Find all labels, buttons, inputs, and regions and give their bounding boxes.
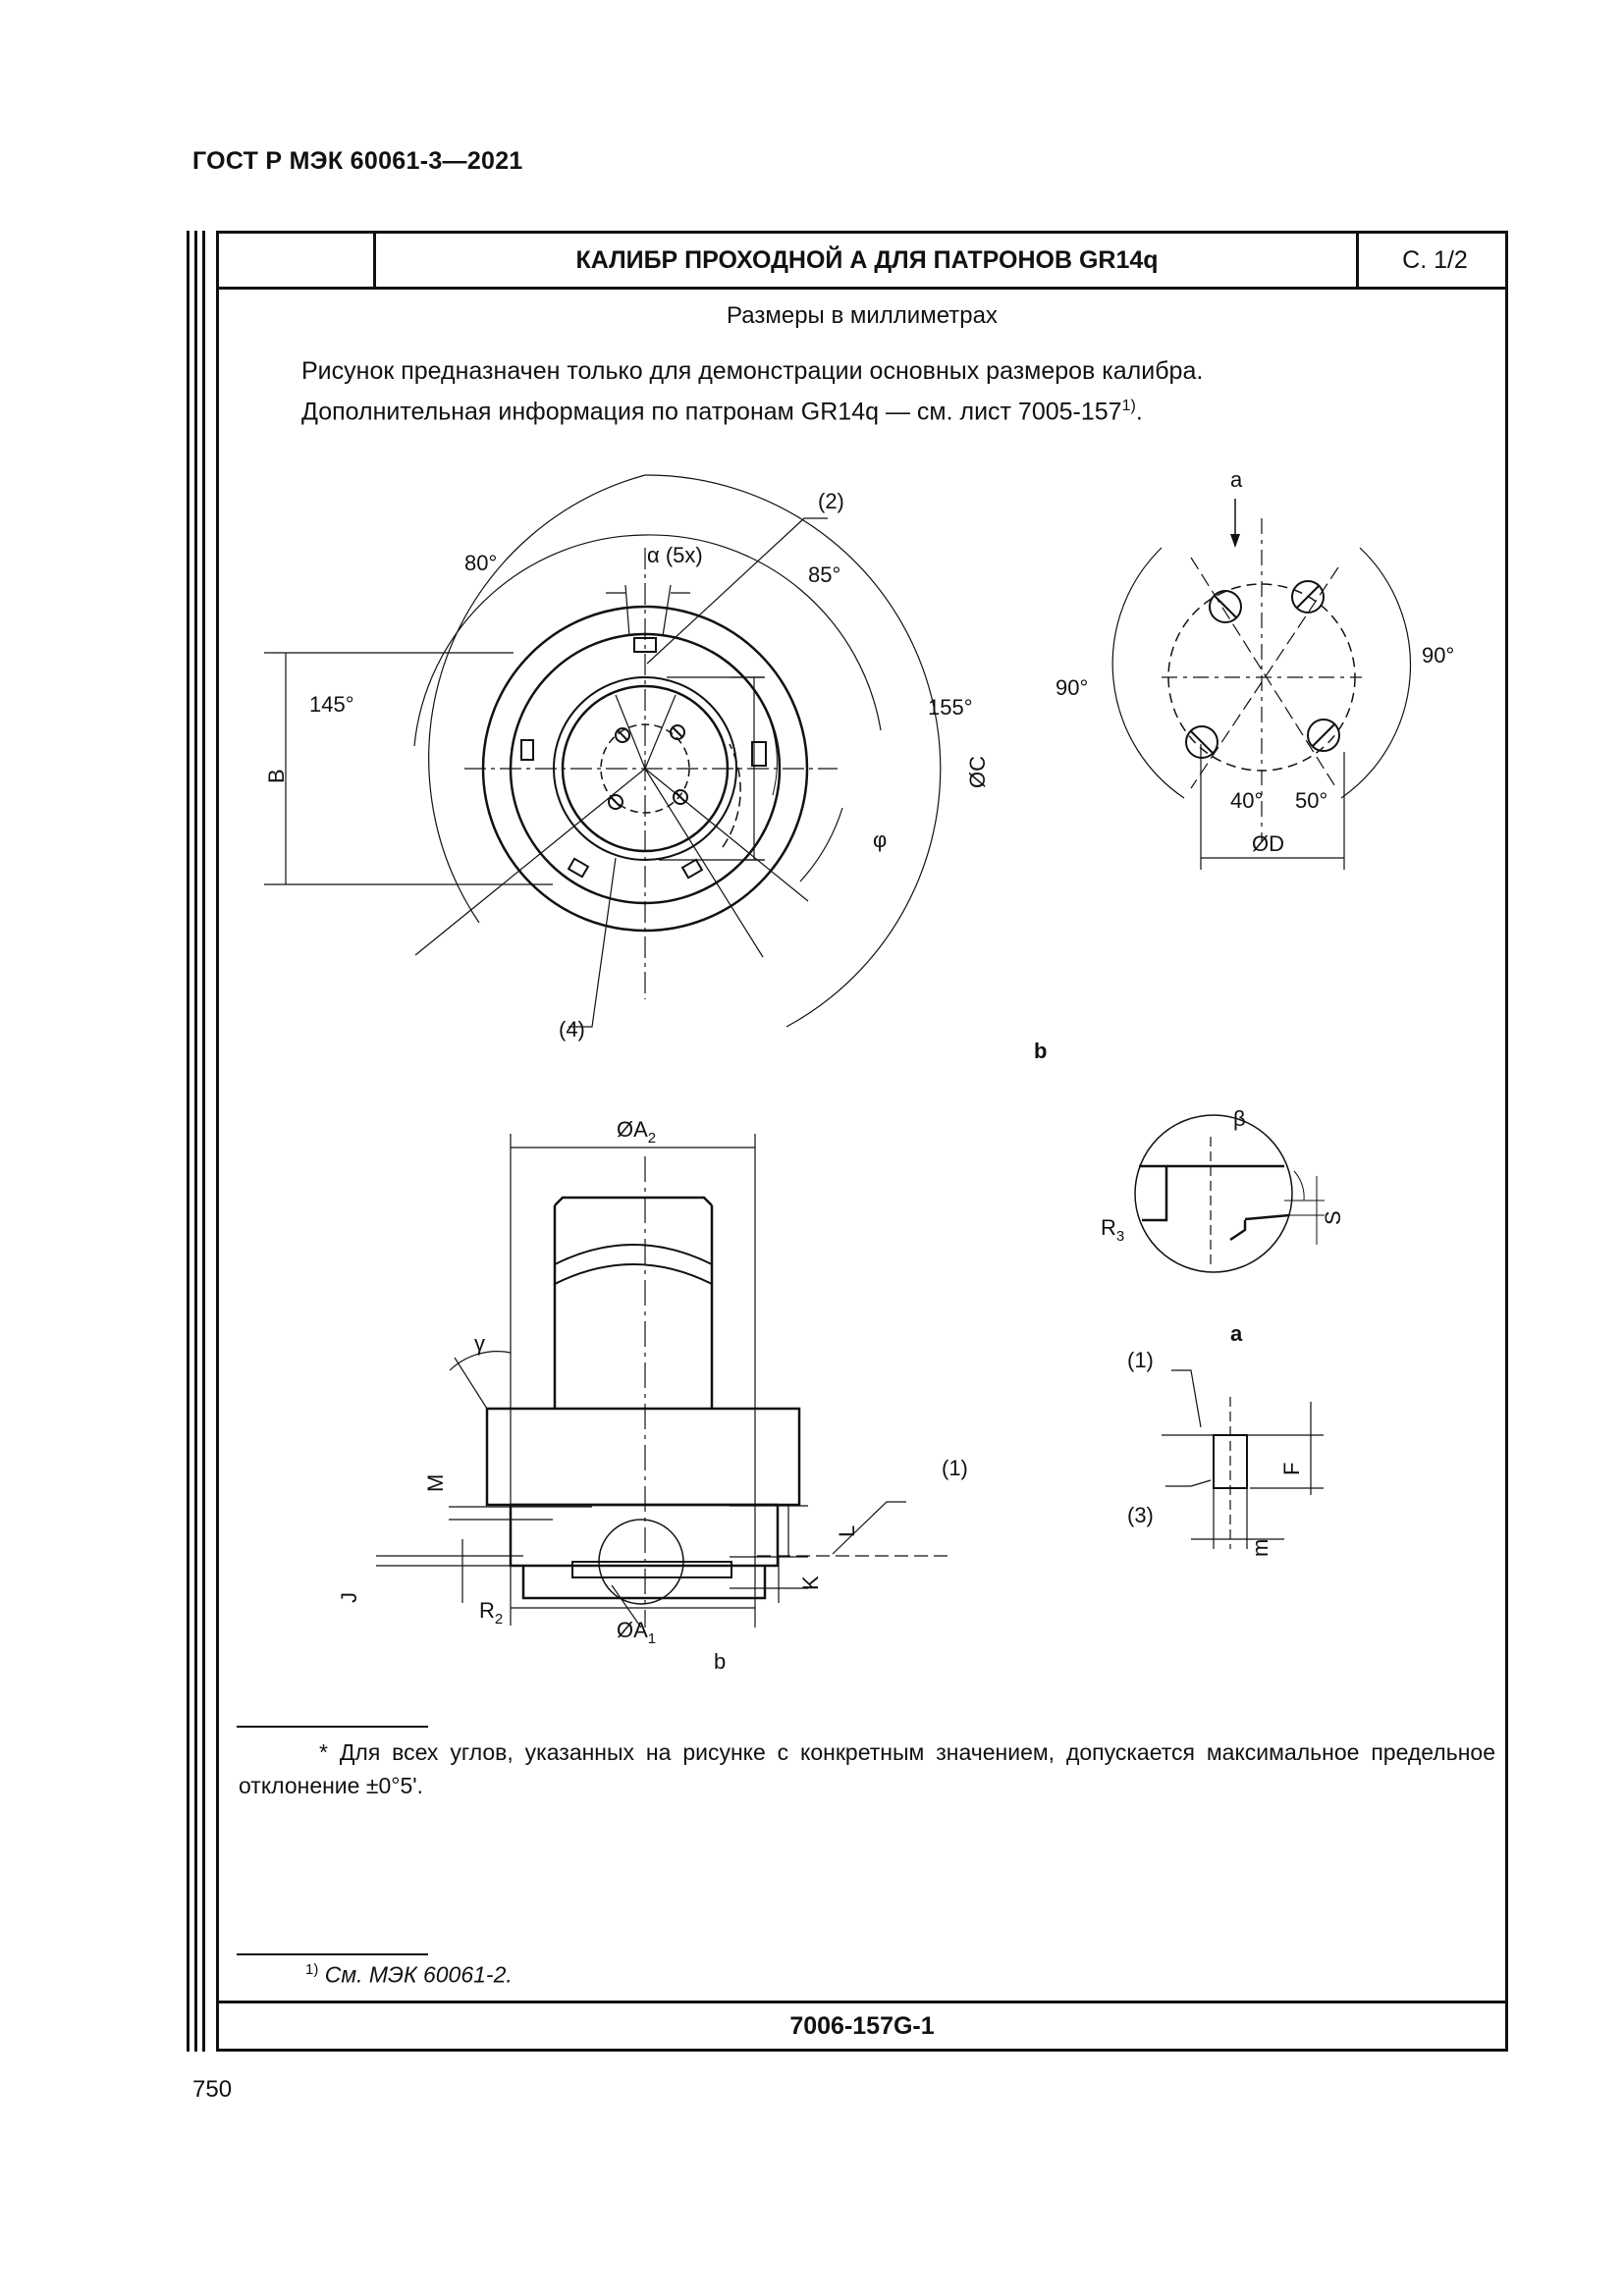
- detail-b-label: b: [1034, 1039, 1048, 1063]
- callout-4: (4): [559, 1017, 585, 1041]
- technical-drawing: [219, 234, 1505, 1951]
- label-angle-145: 145°: [309, 692, 354, 717]
- note-line-2-end: .: [1135, 398, 1143, 426]
- sheet-number: 7006-157G-1: [219, 2001, 1505, 2049]
- label-angle-90-right: 90°: [1422, 643, 1455, 667]
- dim-J: J: [337, 1592, 361, 1603]
- angle-tolerance-footnote: * Для всех углов, указанных на рисунке с конкретным значением, допускается максимальное предельное отклонение ±0°5'.: [239, 1739, 1495, 1798]
- sheet-title: КАЛИБР ПРОХОДНОЙ А ДЛЯ ПАТРОНОВ GR14q: [575, 246, 1159, 274]
- label-angle-80: 80°: [464, 551, 498, 575]
- dim-C: ØC: [965, 756, 990, 788]
- callout-2: (2): [818, 489, 844, 513]
- dim-S: S: [1321, 1210, 1345, 1225]
- sheet-page: С. 1/2: [1356, 234, 1511, 287]
- standard-header: ГОСТ Р МЭК 60061-3—2021: [192, 147, 523, 175]
- label-angle-90-left: 90°: [1056, 675, 1089, 700]
- footnote-rule-2: [237, 1953, 428, 1955]
- label-gamma: γ: [474, 1331, 485, 1356]
- pin-view-label-a: a: [1230, 467, 1243, 492]
- label-angle-85: 85°: [808, 562, 841, 587]
- reference-footnote: [305, 1961, 513, 1989]
- label-R3: $R_3$: [1101, 1215, 1125, 1245]
- dim-K: K: [798, 1575, 823, 1590]
- label-angle-50: 50°: [1295, 788, 1328, 813]
- label-beta: β: [1233, 1106, 1246, 1131]
- page-number: 750: [192, 2076, 233, 2103]
- reference-footnote-text: См. МЭК 60061-2.: [318, 1961, 513, 1988]
- note-line-1: Рисунок предназначен только для демонстрации основных размеров калибра.: [301, 357, 1204, 385]
- side-view: [376, 1134, 950, 1628]
- footnote-rule-1: [237, 1726, 428, 1728]
- reference-footnote-marker: 1): [305, 1961, 319, 1978]
- dim-A2: $ØA_2$: [617, 1117, 657, 1147]
- dim-A1: $ØA_1$: [617, 1618, 657, 1647]
- drawing-sheet: [216, 231, 1508, 2052]
- side-label-b: b: [714, 1649, 727, 1674]
- callout-1-detail: (1): [1127, 1348, 1154, 1372]
- detail-a-label: a: [1230, 1321, 1243, 1346]
- label-R2: $R_2$: [479, 1598, 504, 1628]
- note-footnote-marker: 1): [1121, 398, 1136, 414]
- label-alpha: α (5x): [647, 543, 703, 567]
- dim-m: m: [1248, 1538, 1272, 1557]
- units-note: Размеры в миллиметрах: [727, 302, 998, 329]
- note-line-2-text: Дополнительная информация по патронам GR14q — см. лист 7005-157: [301, 398, 1122, 426]
- dim-B: B: [264, 769, 289, 783]
- dim-F: F: [1279, 1462, 1304, 1475]
- dim-M: M: [423, 1473, 448, 1492]
- label-angle-155: 155°: [928, 695, 973, 720]
- label-angle-40: 40°: [1230, 788, 1264, 813]
- pin-view: [1112, 499, 1410, 870]
- detail-b: [1135, 1115, 1325, 1272]
- dim-L: L: [835, 1524, 859, 1537]
- label-phi: φ: [873, 828, 888, 852]
- top-view: [264, 475, 941, 1027]
- callout-3-detail: (3): [1127, 1503, 1154, 1527]
- detail-a: [1162, 1370, 1324, 1549]
- dim-D: ØD: [1252, 831, 1284, 856]
- callout-1-side: (1): [942, 1456, 968, 1480]
- binding-margin-lines: [187, 231, 212, 2052]
